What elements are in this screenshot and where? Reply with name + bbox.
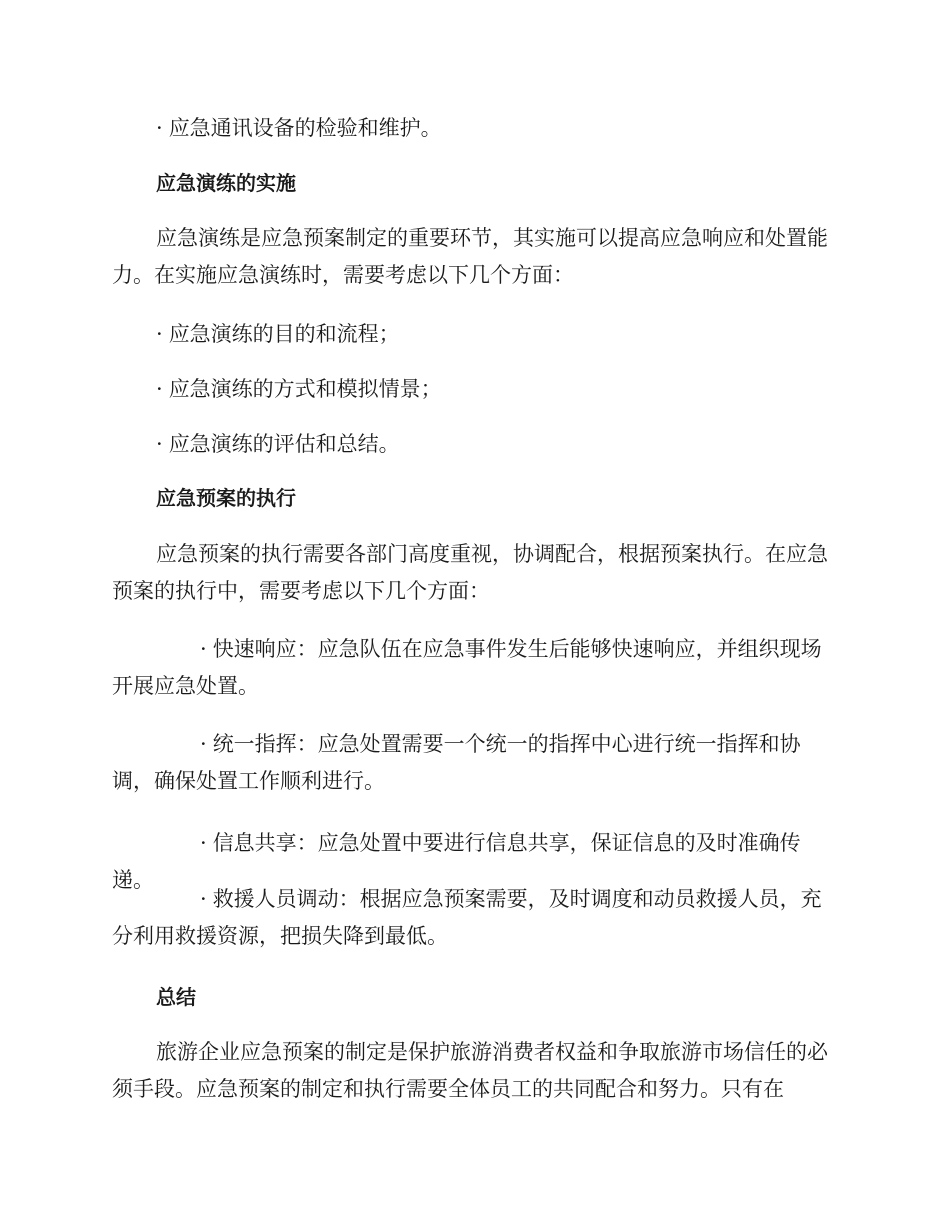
list-item	[112, 881, 832, 955]
bullet-dot: ·	[156, 377, 163, 401]
bullet-dot: ·	[200, 887, 207, 911]
list-item	[112, 631, 832, 705]
bullet-dot: ·	[200, 831, 207, 855]
section-heading-drill: 应急演练的实施	[156, 171, 296, 195]
list-item-text: 应急演练的评估和总结。	[168, 432, 400, 456]
bullet-dot: ·	[200, 637, 207, 661]
list-item	[156, 371, 832, 408]
list-item	[156, 110, 832, 147]
list-item-text: 应急演练的目的和流程；	[168, 322, 400, 346]
bullet-dot: ·	[200, 732, 207, 756]
list-item-text: 应急演练的方式和模拟情景；	[168, 377, 442, 401]
section-heading-summary: 总结	[156, 985, 196, 1009]
bullet-dot: ·	[156, 322, 163, 346]
list-item	[112, 726, 832, 800]
paragraph-execution-intro: 应急预案的执行需要各部门高度重视，协调配合，根据预案执行。在应急预案的执行中，需要考虑以下几个方面：	[112, 542, 828, 603]
bullet-dot: ·	[156, 116, 163, 140]
list-item	[156, 426, 832, 463]
list-item-text: 信息共享：应急处置中要进行信息共享，保证信息的及时准确传递。	[112, 831, 801, 892]
list-item-text: 统一指挥：应急处置需要一个统一的指挥中心进行统一指挥和协调，确保处置工作顺利进行。	[112, 732, 801, 793]
list-item-text: 救援人员调动：根据应急预案需要，及时调度和动员救援人员，充分利用救援资源，把损失降到最低。	[112, 887, 822, 948]
paragraph-drill-intro: 应急演练是应急预案制定的重要环节，其实施可以提高应急响应和处置能力。在实施应急演练时，需要考虑以下几个方面：	[112, 226, 828, 287]
section-heading-execution: 应急预案的执行	[156, 486, 296, 510]
list-item-text: 应急通讯设备的检验和维护。	[168, 116, 442, 140]
list-item	[156, 316, 832, 353]
paragraph-summary: 旅游企业应急预案的制定是保护旅游消费者权益和争取旅游市场信任的必须手段。应急预案的制定和执行需要全体员工的共同配合和努力。只有在	[112, 1040, 828, 1101]
bullet-dot: ·	[156, 432, 163, 456]
list-item-text: 快速响应：应急队伍在应急事件发生后能够快速响应，并组织现场开展应急处置。	[112, 637, 822, 698]
